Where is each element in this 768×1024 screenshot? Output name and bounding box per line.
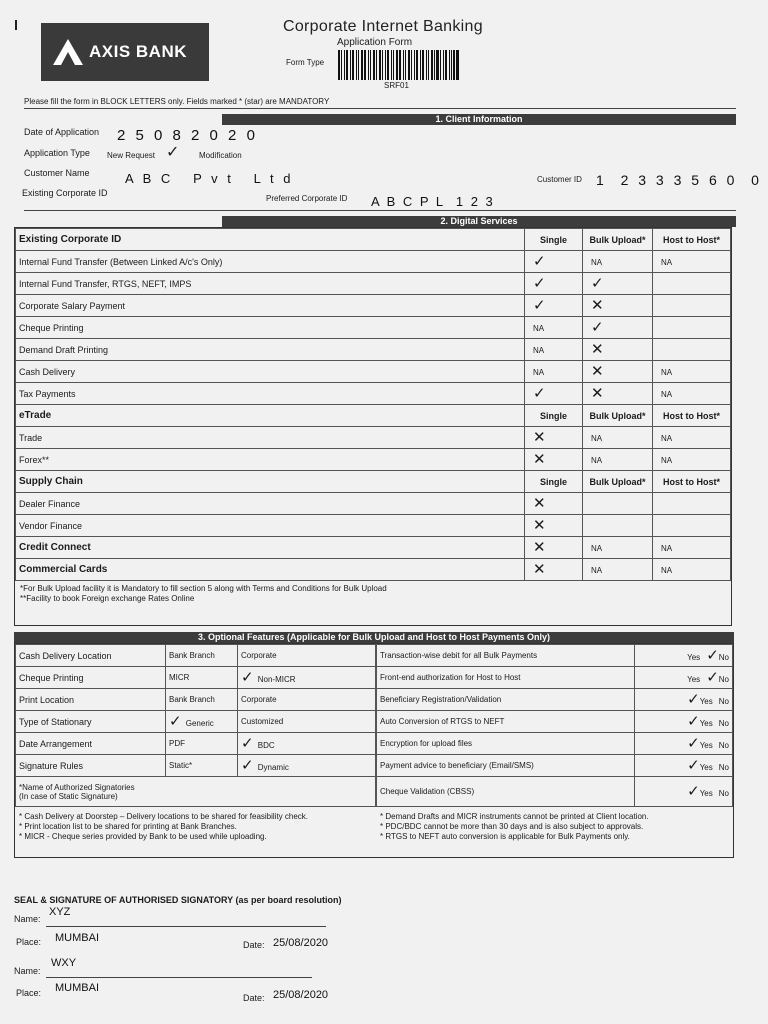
feature-label: Signature Rules: [16, 755, 166, 777]
barcode-bar: [370, 50, 371, 80]
feature-label: Auto Conversion of RTGS to NEFT: [377, 711, 635, 733]
note-rtgs-neft: * RTGS to NEFT auto conversion is applicable for Bulk Payments only.: [380, 832, 630, 841]
barcode-bar: [382, 50, 383, 80]
barcode-bar: [350, 50, 351, 80]
optional-features-box: [14, 643, 734, 858]
signature-heading: SEAL & SIGNATURE OF AUTHORISED SIGNATORY (as per board resolution): [14, 895, 342, 905]
barcode-bar: [358, 50, 359, 80]
table-row: [16, 777, 376, 807]
check-icon: ✓: [687, 735, 700, 752]
note-pdc-bdc: * PDC/BDC cannot be more than 30 days and is also subject to approvals.: [380, 822, 644, 831]
option-1[interactable]: PDF: [166, 733, 238, 755]
cross-icon: ✕: [533, 451, 546, 468]
check-icon: ✓: [706, 669, 719, 686]
feature-label: Payment advice to beneficiary (Email/SMS): [377, 755, 635, 777]
option-1[interactable]: MICR: [166, 667, 238, 689]
divider: [24, 210, 736, 211]
yes-no-choice[interactable]: Yes ✓No: [635, 667, 733, 689]
yes-no-choice[interactable]: ✓Yes No: [635, 755, 733, 777]
group-header-row: [16, 229, 731, 251]
option-cell[interactable]: [525, 427, 583, 449]
note-demand-drafts: * Demand Drafts and MICR instruments cannot be printed at Client location.: [380, 812, 649, 821]
na-value: NA: [533, 345, 545, 355]
table-row: [16, 733, 376, 755]
check-icon: ✓: [591, 275, 604, 292]
option-cell[interactable]: [583, 339, 653, 361]
authorized-signatories-note: *Name of Authorized Signatories (In case of Static Signature): [16, 777, 376, 807]
check-icon: ✓: [241, 669, 258, 686]
na-value: NA: [591, 257, 603, 267]
preferred-corporate-id-label: Preferred Corporate ID: [266, 194, 348, 203]
table-row: [377, 667, 733, 689]
form-title: Corporate Internet Banking: [283, 18, 483, 35]
check-icon: ✓: [169, 713, 186, 730]
option-cell[interactable]: [653, 449, 731, 471]
barcode-bar: [434, 50, 435, 80]
option-cell[interactable]: [525, 383, 583, 405]
notes-left: [15, 812, 376, 842]
signature-line-1: [46, 926, 326, 927]
na-value: NA: [533, 367, 545, 377]
row-label: Internal Fund Transfer, RTGS, NEFT, IMPS: [16, 273, 525, 295]
option-cell[interactable]: [525, 295, 583, 317]
optional-features-left: [15, 644, 376, 807]
option-cell[interactable]: [525, 515, 583, 537]
row-label: Cheque Printing: [16, 317, 525, 339]
option-cell[interactable]: [583, 251, 653, 273]
na-value: NA: [591, 455, 603, 465]
check-icon: ✓: [241, 757, 258, 774]
feature-label: Cheque Validation (CBSS): [377, 777, 635, 807]
table-row: [16, 339, 731, 361]
option-cell[interactable]: [653, 317, 731, 339]
row-label: Trade: [16, 427, 525, 449]
option-2[interactable]: Corporate: [238, 689, 376, 711]
table-row: [16, 645, 376, 667]
table-row: [377, 733, 733, 755]
signatory-name-1[interactable]: XYZ: [49, 906, 71, 918]
row-label: Commercial Cards: [16, 559, 525, 581]
option-cell[interactable]: [583, 427, 653, 449]
row-label: Corporate Salary Payment: [16, 295, 525, 317]
group-header-row: [16, 471, 731, 493]
option-cell[interactable]: [583, 515, 653, 537]
barcode: [338, 50, 461, 80]
customer-name-value[interactable]: A B C P v t L t d: [125, 171, 294, 186]
option-2[interactable]: ✓ BDC: [238, 733, 376, 755]
option-cell[interactable]: [653, 537, 731, 559]
option-cell[interactable]: [653, 515, 731, 537]
feature-label: Type of Stationary: [16, 711, 166, 733]
signatory-place-2[interactable]: MUMBAI: [55, 982, 99, 994]
barcode-bar: [422, 50, 424, 80]
option-1[interactable]: Bank Branch: [166, 645, 238, 667]
group-header-row: [16, 405, 731, 427]
barcode-bar: [356, 50, 357, 80]
option-cell[interactable]: [525, 339, 583, 361]
feature-label: Cash Delivery Location: [16, 645, 166, 667]
digital-services-table: [15, 228, 731, 581]
group-heading: eTrade: [16, 405, 525, 427]
barcode-bar: [414, 50, 415, 80]
barcode-bar: [393, 50, 394, 80]
na-value: NA: [661, 367, 673, 377]
barcode-bar: [379, 50, 382, 80]
option-cell[interactable]: [653, 295, 731, 317]
barcode-bar: [426, 50, 427, 80]
barcode-bar: [420, 50, 421, 80]
option-cell[interactable]: [583, 449, 653, 471]
feature-label: Beneficiary Registration/Validation: [377, 689, 635, 711]
check-icon: ✓: [533, 253, 546, 270]
note-bulk-upload: *For Bulk Upload facility it is Mandatory to fill section 5 along with Terms and Conditions for Bulk Upload: [20, 584, 387, 593]
row-label: Vendor Finance: [16, 515, 525, 537]
barcode-bar: [396, 50, 399, 80]
na-value: NA: [661, 433, 673, 443]
table-row: [16, 251, 731, 273]
cross-icon: ✕: [591, 297, 604, 314]
cross-icon: ✕: [533, 517, 546, 534]
row-label: Internal Fund Transfer (Between Linked A/c's Only): [16, 251, 525, 273]
table-row: [377, 645, 733, 667]
check-icon: ✓: [241, 735, 258, 752]
place-label-2: Place:: [16, 988, 42, 998]
table-row: [377, 711, 733, 733]
table-row: [16, 559, 731, 581]
na-value: NA: [661, 565, 673, 575]
check-icon: ✓: [687, 783, 700, 800]
option-1[interactable]: Static*: [166, 755, 238, 777]
section2-title: 2. Digital Services: [222, 216, 736, 227]
option-cell[interactable]: [525, 559, 583, 581]
barcode-bar: [361, 50, 363, 80]
column-header: Host to Host*: [653, 405, 731, 427]
check-icon: ✓: [591, 319, 604, 336]
yes-no-choice[interactable]: ✓Yes No: [635, 733, 733, 755]
name-label-2: Name:: [14, 966, 41, 976]
table-row: [16, 317, 731, 339]
date-of-application-label: Date of Application: [24, 127, 100, 137]
table-row: [16, 361, 731, 383]
option-cell[interactable]: [653, 493, 731, 515]
table-row: [16, 711, 376, 733]
barcode-bar: [443, 50, 444, 80]
na-value: NA: [591, 433, 603, 443]
option-2[interactable]: Corporate: [238, 645, 376, 667]
option-cell[interactable]: [583, 493, 653, 515]
option-cell[interactable]: [525, 493, 583, 515]
option-2[interactable]: Customized: [238, 711, 376, 733]
barcode-bar: [449, 50, 450, 80]
cross-icon: ✕: [533, 495, 546, 512]
customer-id-label: Customer ID: [537, 175, 582, 184]
yes-no-choice[interactable]: ✓Yes No: [635, 689, 733, 711]
option-cell[interactable]: [525, 251, 583, 273]
cross-icon: ✕: [591, 385, 604, 402]
row-label: Cash Delivery: [16, 361, 525, 383]
barcode-bar: [405, 50, 406, 80]
table-row: [16, 493, 731, 515]
feature-label: Encryption for upload files: [377, 733, 635, 755]
row-label: Tax Payments: [16, 383, 525, 405]
signatory-place-1[interactable]: MUMBAI: [55, 932, 99, 944]
note-print-location: * Print location list to be shared for printing at Bank Branches.: [19, 822, 237, 831]
barcode-bar: [416, 50, 419, 80]
barcode-bar: [373, 50, 375, 80]
barcode-bar: [341, 50, 342, 80]
option-cell[interactable]: [525, 449, 583, 471]
date-of-application-value[interactable]: 2 5 0 8 2 0 2 0: [117, 127, 258, 144]
option-cell[interactable]: [583, 273, 653, 295]
section3-title: 3. Optional Features (Applicable for Bulk Upload and Host to Host Payments Only): [14, 632, 734, 643]
notes-right: [376, 812, 733, 842]
check-icon: ✓: [687, 757, 700, 774]
column-header: Bulk Upload*: [583, 471, 653, 493]
option-cell[interactable]: [653, 361, 731, 383]
modification-option[interactable]: Modification: [199, 151, 242, 160]
na-value: NA: [533, 323, 545, 333]
cross-icon: ✕: [533, 539, 546, 556]
option-cell[interactable]: [525, 317, 583, 339]
barcode-bar: [428, 50, 429, 80]
option-cell[interactable]: [583, 317, 653, 339]
option-cell[interactable]: [583, 559, 653, 581]
group-heading: Supply Chain: [16, 471, 525, 493]
option-cell[interactable]: [653, 427, 731, 449]
feature-label: Cheque Printing: [16, 667, 166, 689]
option-cell[interactable]: [583, 295, 653, 317]
column-header: Host to Host*: [653, 229, 731, 251]
na-value: NA: [661, 455, 673, 465]
divider: [24, 108, 736, 109]
column-header: Bulk Upload*: [583, 229, 653, 251]
option-cell[interactable]: [653, 251, 731, 273]
option-1[interactable]: Bank Branch: [166, 689, 238, 711]
check-icon: ✓: [706, 647, 719, 664]
name-label-1: Name:: [14, 914, 41, 924]
option-cell[interactable]: [653, 559, 731, 581]
column-header: Single: [525, 471, 583, 493]
customer-id-value[interactable]: 1 2 3 3 3 5 6 0 0: [596, 172, 762, 188]
place-label-1: Place:: [16, 937, 42, 947]
preferred-corporate-id-value[interactable]: A B C P L 1 2 3: [371, 194, 495, 209]
option-cell[interactable]: [525, 537, 583, 559]
yes-no-choice[interactable]: Yes ✓No: [635, 645, 733, 667]
row-label: Credit Connect: [16, 537, 525, 559]
table-row: [16, 273, 731, 295]
form-type-label: Form Type: [286, 58, 325, 67]
table-row: [16, 667, 376, 689]
axis-logo-icon: [53, 39, 83, 65]
barcode-bar: [387, 50, 389, 80]
row-label: Forex**: [16, 449, 525, 471]
section1-title: 1. Client Information: [222, 114, 736, 125]
optional-features-right: [376, 644, 733, 807]
barcode-bar: [376, 50, 377, 80]
barcode-bar: [346, 50, 349, 80]
feature-label: Print Location: [16, 689, 166, 711]
row-label: Demand Draft Printing: [16, 339, 525, 361]
check-icon: ✓: [533, 385, 546, 402]
cross-icon: ✕: [591, 341, 604, 358]
barcode-bar: [344, 50, 345, 80]
customer-name-label: Customer Name: [24, 168, 90, 178]
barcode-bar: [403, 50, 404, 80]
signature-line-2: [46, 977, 312, 978]
barcode-bar: [391, 50, 392, 80]
barcode-bar: [451, 50, 452, 80]
barcode-bar: [385, 50, 386, 80]
barcode-bar: [431, 50, 433, 80]
form-subtitle: Application Form: [337, 37, 413, 48]
existing-corporate-id-label: Existing Corporate ID: [22, 188, 108, 198]
barcode-bar: [456, 50, 459, 80]
cross-icon: ✕: [533, 429, 546, 446]
check-icon: ✓: [533, 297, 546, 314]
date-label-1: Date:: [243, 940, 265, 950]
barcode-bar: [436, 50, 439, 80]
column-header: Single: [525, 229, 583, 251]
feature-label: Transaction-wise debit for all Bulk Payments: [377, 645, 635, 667]
cross-icon: ✕: [533, 561, 546, 578]
option-cell[interactable]: [525, 273, 583, 295]
na-value: NA: [661, 543, 673, 553]
table-row: [16, 449, 731, 471]
brand-name: AXIS BANK: [89, 42, 188, 61]
signatory-date-2[interactable]: 25/08/2020: [273, 989, 329, 1001]
check-icon: ✓: [533, 275, 546, 292]
form-code: SRF01: [384, 81, 409, 90]
axis-bank-logo: [41, 23, 209, 81]
table-row: [16, 295, 731, 317]
na-value: NA: [661, 389, 673, 399]
feature-label: Date Arrangement: [16, 733, 166, 755]
digital-services-box: [14, 227, 732, 626]
table-row: [377, 755, 733, 777]
row-label: Dealer Finance: [16, 493, 525, 515]
group-heading: Existing Corporate ID: [16, 229, 525, 251]
barcode-bar: [453, 50, 455, 80]
table-row: [16, 537, 731, 559]
table-row: [16, 755, 376, 777]
option-cell[interactable]: [653, 339, 731, 361]
barcode-bar: [399, 50, 401, 80]
option-2[interactable]: ✓ Non-MICR: [238, 667, 376, 689]
option-cell[interactable]: [583, 383, 653, 405]
signatory-name-2[interactable]: WXY: [51, 957, 77, 969]
margin-mark: [15, 20, 17, 30]
na-value: NA: [591, 543, 603, 553]
column-header: Single: [525, 405, 583, 427]
option-cell[interactable]: [653, 273, 731, 295]
barcode-bar: [352, 50, 354, 80]
check-icon: ✓: [687, 713, 700, 730]
option-cell[interactable]: [583, 537, 653, 559]
note-cash-delivery: * Cash Delivery at Doorstep – Delivery locations to be shared for feasibility check.: [19, 812, 309, 821]
table-row: [16, 383, 731, 405]
table-row: [377, 777, 733, 807]
table-row: [16, 689, 376, 711]
yes-no-choice[interactable]: ✓Yes No: [635, 777, 733, 807]
barcode-bar: [338, 50, 340, 80]
option-cell[interactable]: [583, 361, 653, 383]
signatory-date-1[interactable]: 25/08/2020: [273, 937, 329, 949]
check-icon: ✓: [166, 144, 180, 161]
table-row: [377, 689, 733, 711]
check-icon: ✓: [687, 691, 700, 708]
barcode-bar: [408, 50, 410, 80]
option-cell[interactable]: [653, 383, 731, 405]
column-header: Host to Host*: [653, 471, 731, 493]
note-micr: * MICR - Cheque series provided by Bank to be used while uploading.: [19, 832, 267, 841]
column-header: Bulk Upload*: [583, 405, 653, 427]
new-request-option[interactable]: New Request: [107, 151, 156, 160]
option-cell[interactable]: [525, 361, 583, 383]
note-forex: **Facility to book Foreign exchange Rates Online: [20, 594, 195, 603]
na-value: NA: [661, 257, 673, 267]
cross-icon: ✕: [591, 363, 604, 380]
option-2[interactable]: ✓ Dynamic: [238, 755, 376, 777]
barcode-bar: [445, 50, 447, 80]
option-1[interactable]: ✓ Generic: [166, 711, 238, 733]
date-label-2: Date:: [243, 993, 265, 1003]
table-row: [16, 427, 731, 449]
application-type-label: Application Type: [24, 148, 90, 158]
barcode-bar: [368, 50, 369, 80]
digital-services-notes: [15, 581, 731, 607]
yes-no-choice[interactable]: ✓Yes No: [635, 711, 733, 733]
instructions: Please fill the form in BLOCK LETTERS only. Fields marked * (star) are MANDATORY: [24, 97, 330, 106]
table-row: [16, 515, 731, 537]
barcode-bar: [411, 50, 412, 80]
feature-label: Front-end authorization for Host to Host: [377, 667, 635, 689]
barcode-bar: [440, 50, 441, 80]
barcode-bar: [364, 50, 367, 80]
na-value: NA: [591, 565, 603, 575]
